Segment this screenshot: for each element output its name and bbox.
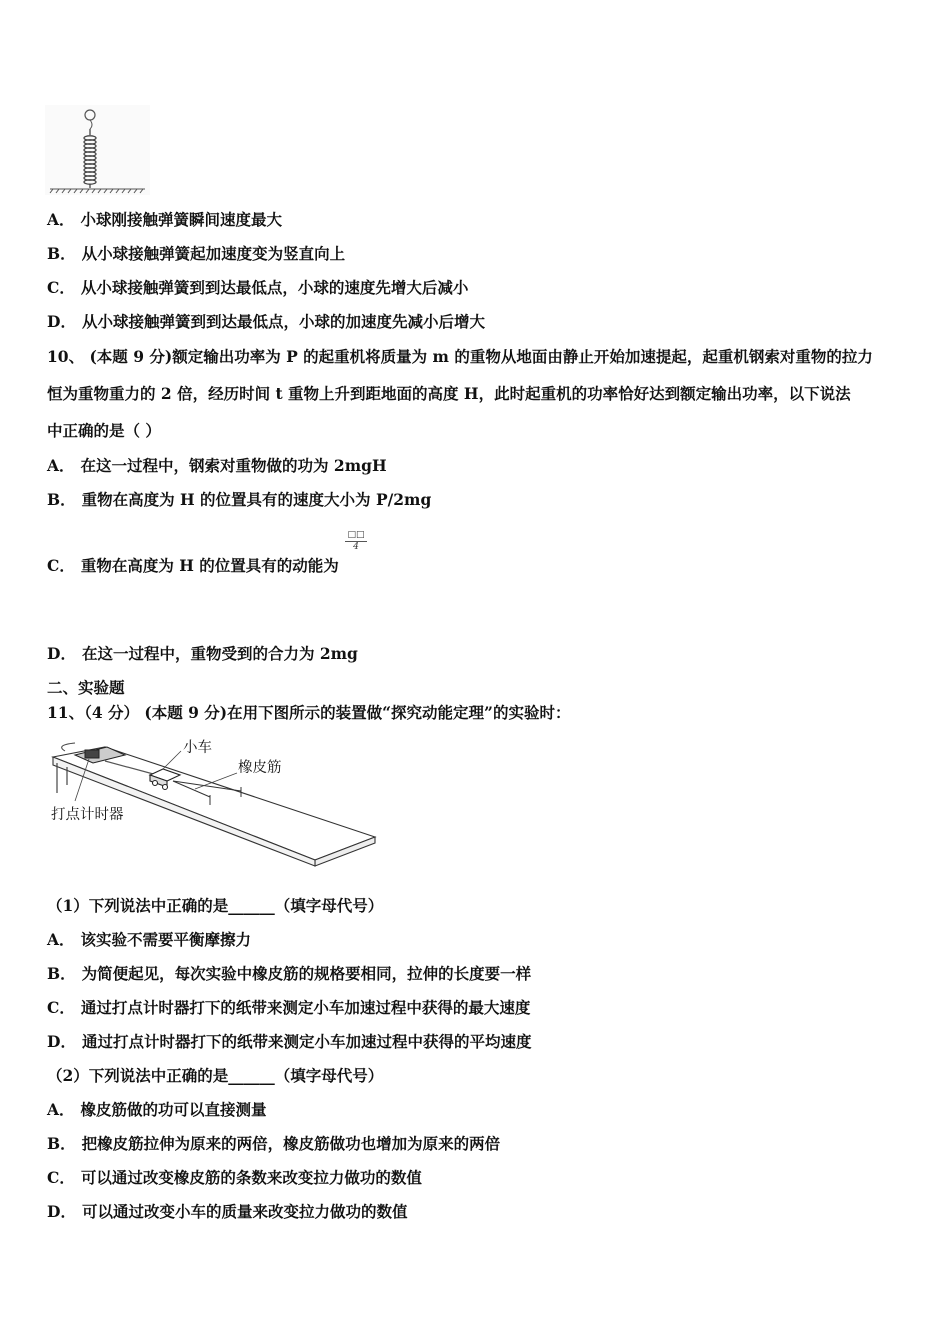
- fraction-denominator: 4: [353, 542, 359, 552]
- q11-part2-option-c: C． 可以通过改变橡皮筋的条数来改变拉力做功的数值: [47, 1168, 422, 1187]
- q11-part1-prompt: （1）下列说法中正确的是______（填字母代号）: [47, 896, 384, 915]
- q11-part1-option-b: B． 为简便起见，每次实验中橡皮筋的规格要相同，拉伸的长度要一样: [47, 964, 532, 983]
- q11-part1-option-d: D． 通过打点计时器打下的纸带来测定小车加速过程中获得的平均速度: [47, 1032, 532, 1051]
- q9-option-d: D． 从小球接触弹簧到到达最低点，小球的加速度先减小后增大: [47, 312, 485, 331]
- fraction-numerator: □□: [345, 530, 367, 542]
- q9-option-c: C． 从小球接触弹簧到到达最低点，小球的速度先增大后减小: [47, 278, 469, 297]
- q10-stem-line2: 恒为重物重力的 2 倍，经历时间 t 重物上升到距地面的高度 H，此时起重机的功率恰好达到额定输出功率，以下说法: [47, 384, 851, 403]
- q11-part1-option-a: A． 该实验不需要平衡摩擦力: [47, 930, 252, 949]
- section-heading: 二、实验题: [47, 678, 125, 697]
- q11-part2-option-d: D． 可以通过改变小车的质量来改变拉力做功的数值: [47, 1202, 408, 1221]
- q10-option-b: B． 重物在高度为 H 的位置具有的速度大小为 P/2mg: [47, 490, 432, 509]
- spring-ball-figure: [45, 105, 150, 195]
- q11-stem: 11、（4 分） (本题 9 分)在用下图所示的装置做“探究动能定理”的实验时：: [47, 703, 571, 722]
- q10-stem-line3: 中正确的是（ ）: [47, 421, 161, 440]
- q9-option-a: A． 小球刚接触弹簧瞬间速度最大: [47, 210, 283, 229]
- car-label-pointer: [163, 751, 181, 769]
- q10-option-a: A． 在这一过程中，钢索对重物做的功为 2mgH: [47, 456, 387, 475]
- q10-option-c: C． 重物在高度为 H 的位置具有的动能为: [47, 556, 339, 575]
- rubber-band-label: 橡皮筋: [238, 760, 282, 776]
- apparatus-figure: [45, 735, 380, 870]
- timer-label: 打点计时器: [51, 807, 124, 823]
- q11-part2-option-b: B． 把橡皮筋拉伸为原来的两倍，橡皮筋做功也增加为原来的两倍: [47, 1134, 501, 1153]
- q10-option-d: D． 在这一过程中，重物受到的合力为 2mg: [47, 644, 358, 663]
- q11-part2-option-a: A． 橡皮筋做的功可以直接测量: [47, 1100, 267, 1119]
- q11-part2-prompt: （2）下列说法中正确的是______（填字母代号）: [47, 1066, 384, 1085]
- q9-option-b: B． 从小球接触弹簧起加速度变为竖直向上: [47, 244, 346, 263]
- q10-stem-line1: 10、 (本题 9 分)额定输出功率为 P 的起重机将质量为 m 的重物从地面由静止开始加速提起，起重机钢索对重物的拉力: [47, 347, 873, 366]
- q11-part1-option-c: C． 通过打点计时器打下的纸带来测定小车加速过程中获得的最大速度: [47, 998, 531, 1017]
- kinetic-energy-fraction: [345, 530, 367, 553]
- car-label: 小车: [183, 740, 212, 756]
